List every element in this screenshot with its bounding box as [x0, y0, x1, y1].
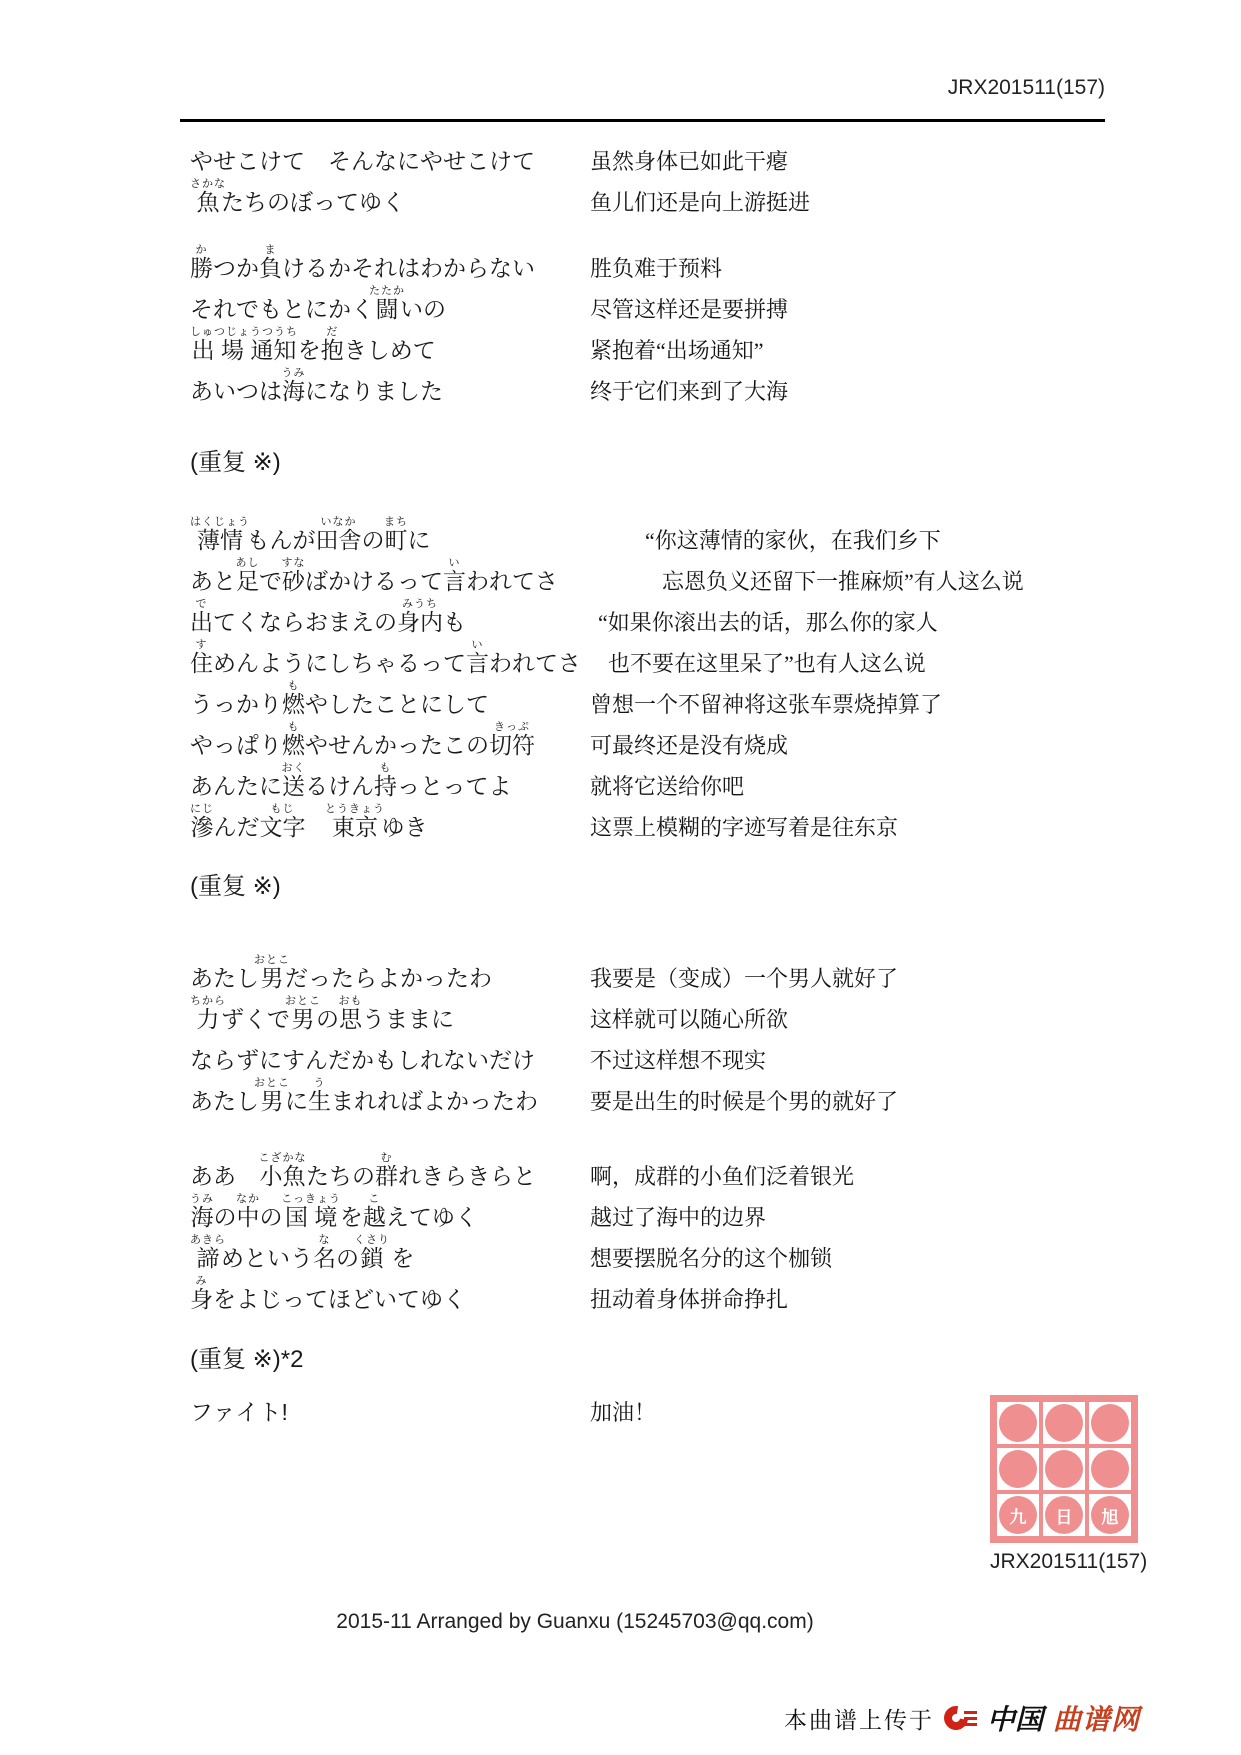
ruby-annotated-text: 東京とうきょう [325, 802, 385, 840]
lyric-line [190, 133, 1140, 174]
ruby-annotated-text: 名な [313, 1233, 336, 1271]
japanese-lyric: 出 場 通知しゅつじょうつうちを抱だきしめて [190, 325, 436, 363]
ruby-annotated-text: 海うみ [190, 1192, 214, 1230]
ruby-annotated-text: 足あし [235, 556, 260, 594]
ruby-annotated-text: 送おく [281, 761, 306, 799]
ruby-annotated-text: 言い [466, 638, 489, 676]
lyric-line [190, 1073, 1140, 1114]
chinese-translation: 尽管这样还是要拼搏 [590, 296, 789, 322]
ruby-annotated-text: 身内みうち [397, 597, 443, 635]
chinese-translation: 这票上模糊的字迹写着是往东京 [590, 814, 899, 840]
ruby-annotated-text: 負ま [259, 243, 282, 281]
chinese-translation: 终于它们来到了大海 [590, 378, 789, 404]
japanese-lyric: ならずにすんだかもしれないだけ [190, 1046, 535, 1073]
ruby-annotated-text: 思おも [338, 994, 363, 1032]
ruby-annotated-text: 鎖くさり [354, 1233, 390, 1271]
japanese-lyric: あいつは海うみになりました [190, 366, 443, 404]
chinese-translation: 紧抱着“出场通知” [590, 337, 764, 363]
site-footer-prefix: 本曲谱上传于 [783, 1706, 934, 1733]
ruby-annotated-text: 諦あきら [190, 1233, 226, 1271]
stamp-circle [1045, 1404, 1083, 1442]
ruby-annotated-text: 群む [375, 1151, 398, 1189]
chinese-translation: 这样就可以随心所欲 [590, 1006, 789, 1032]
repeat-marker: (重复 ※)*2 [190, 1346, 304, 1373]
stanza [190, 950, 1140, 1114]
stamp-cell [1041, 1400, 1087, 1446]
site-brand-red: 曲谱网 [1052, 1705, 1140, 1736]
ruby-annotated-text: 出で [190, 597, 213, 635]
stamp-circle [999, 1404, 1037, 1442]
ruby-annotated-text: 出 場 通知しゅつじょうつうち [190, 325, 298, 363]
ruby-annotated-text: 燃も [282, 679, 305, 717]
ruby-annotated-text: 滲にじ [190, 802, 214, 840]
header-code: JRX201511(157) [947, 76, 1105, 99]
lyric-line [190, 676, 1140, 717]
site-brand-black: 中国 [986, 1705, 1043, 1736]
lyric-line [190, 1230, 1140, 1271]
japanese-lyric: 海うみの中なかの国 境こっきょうを越こえてゆく [190, 1192, 478, 1230]
stamp-cell [1087, 1400, 1133, 1446]
lyric-line [190, 1148, 1140, 1189]
japanese-lyric: 出でてくならおまえの身内みうちも [190, 597, 466, 635]
ruby-annotated-text: 越こ [362, 1192, 386, 1230]
stamp-cell [1041, 1492, 1087, 1538]
lyric-line [190, 553, 1140, 594]
chinese-translation: 就将它送给你吧 [590, 773, 745, 799]
japanese-lyric: 諦あきらめという名なの鎖くさり を [190, 1233, 415, 1271]
japanese-lyric: 身みをよじってほどいてゆく [190, 1274, 466, 1312]
japanese-lyric: あたし男おとこに生うまれればよかったわ [190, 1076, 538, 1114]
japanese-lyric: 勝かつか負まけるかそれはわからない [190, 243, 535, 281]
stamp-cell [1041, 1446, 1087, 1492]
ruby-annotated-text: 小魚こざかな [258, 1151, 307, 1189]
chinese-translation: 也不要在这里呆了”也有人这么说 [608, 650, 926, 676]
lyric-line [190, 950, 1140, 991]
chinese-translation: 想要摆脱名分的这个枷锁 [590, 1245, 833, 1271]
logo-crescent-icon [939, 1701, 972, 1734]
ruby-annotated-text: 町まち [384, 515, 408, 553]
chinese-translation: 胜负难于预料 [590, 255, 723, 281]
ruby-annotated-text: 砂すな [281, 556, 306, 594]
ruby-annotated-text: 生う [308, 1076, 331, 1114]
stamp-circle-char: 日 [1045, 1496, 1083, 1534]
japanese-lyric: あたし男おとこだったらよかったわ [190, 953, 492, 991]
chinese-translation: 啊，成群的小鱼们泛着银光 [590, 1163, 855, 1189]
ruby-annotated-text: 抱だ [320, 325, 344, 363]
lyric-line [190, 322, 1140, 363]
japanese-lyric: やっぱり燃もやせんかったこの切符きっぷ [190, 720, 535, 758]
arranger-credit: 2015-11 Arranged by Guanxu (15245703@qq.com) [336, 1610, 814, 1633]
ruby-annotated-text: 国 境こっきょう [281, 1192, 342, 1230]
chinese-translation: 忘恩负义还留下一推麻烦”有人这么说 [662, 568, 1024, 594]
lyric-line [190, 758, 1140, 799]
publisher-stamp [990, 1395, 1138, 1543]
japanese-lyric: 滲にじんだ文字もじ 東京とうきょうゆき [190, 802, 428, 840]
stamp-circle-char: 九 [999, 1496, 1037, 1534]
lyric-line [190, 1189, 1140, 1230]
lyric-line [190, 281, 1140, 322]
chinese-translation: 越过了海中的边界 [590, 1204, 767, 1230]
lyric-line [190, 174, 1140, 215]
lyric-line [190, 1271, 1140, 1312]
ruby-annotated-text: 魚さかな [190, 177, 226, 215]
stamp-code: JRX201511(157) [990, 1550, 1148, 1573]
lyric-line [190, 363, 1140, 404]
stamp-cell [995, 1492, 1041, 1538]
japanese-lyric: 薄情はくじょうもんが田舎いなかの町まちに [190, 515, 431, 553]
ruby-annotated-text: 男おとこ [254, 953, 290, 991]
stamp-cell [1087, 1492, 1133, 1538]
ruby-annotated-text: 勝か [190, 243, 213, 281]
chinese-translation: 曾想一个不留神将这张车票烧掉算了 [590, 691, 943, 717]
japanese-lyric: 住すめんようにしちゃるって言いわれてさ [190, 638, 581, 676]
lyric-line [190, 717, 1140, 758]
stanza [190, 240, 1140, 404]
ruby-annotated-text: 言い [443, 556, 466, 594]
chinese-translation: 不过这样想不现实 [590, 1047, 767, 1073]
lyrics-section [190, 128, 1140, 1425]
stamp-circle [999, 1450, 1037, 1488]
stanza [190, 1148, 1140, 1312]
chinese-translation: 鱼儿们还是向上游挺进 [590, 189, 811, 215]
ruby-annotated-text: 切符きっぷ [489, 720, 535, 758]
lyric-line [190, 635, 1140, 676]
stanza [190, 512, 1140, 840]
chinese-translation: 加油！ [590, 1399, 657, 1425]
ruby-annotated-text: 力ちから [190, 994, 226, 1032]
lyric-line [190, 799, 1140, 840]
stamp-cell [995, 1446, 1041, 1492]
chinese-translation: 可最终还是没有烧成 [590, 732, 789, 758]
japanese-lyric: あと足あしで砂すなばかけるって言いわれてさ [190, 556, 558, 594]
ruby-annotated-text: 文字もじ [259, 802, 306, 840]
header-divider [180, 119, 1105, 122]
japanese-lyric: それでもとにかく闘たたかいの [190, 284, 446, 322]
chinese-translation: 我要是（变成）一个男人就好了 [590, 965, 899, 991]
stamp-circle [1091, 1404, 1129, 1442]
lyric-line [190, 240, 1140, 281]
ruby-annotated-text: 身み [190, 1274, 213, 1312]
stamp-cell [1087, 1446, 1133, 1492]
ruby-annotated-text: 男おとこ [254, 1076, 290, 1114]
japanese-lyric: ファイト! [190, 1398, 288, 1425]
stamp-circle [1045, 1450, 1083, 1488]
chinese-translation: 要是出生的时候是个男的就好了 [590, 1088, 899, 1114]
japanese-lyric: うっかり燃もやしたことにして [190, 679, 489, 717]
site-footer [0, 1698, 1140, 1738]
lyric-line [190, 1032, 1140, 1073]
japanese-lyric: やせこけて そんなにやせこけて [190, 147, 535, 174]
stanza [190, 133, 1140, 215]
music-site-logo-icon [944, 1706, 977, 1730]
chinese-translation: “如果你滚出去的话，那么你的家人 [598, 609, 938, 635]
ruby-annotated-text: 闘たたか [369, 284, 405, 322]
repeat-marker: (重复 ※) [190, 873, 281, 900]
ruby-annotated-text: 男おとこ [285, 994, 321, 1032]
lyric-line [190, 512, 1140, 553]
ruby-annotated-text: 海うみ [281, 366, 306, 404]
repeat-marker: (重复 ※) [190, 449, 281, 476]
japanese-lyric: 魚さかなたちのぼってゆく [190, 177, 405, 215]
ruby-annotated-text: 薄情はくじょう [190, 515, 250, 553]
stamp-cell [995, 1400, 1041, 1446]
chinese-translation: 虽然身体已如此干瘪 [590, 148, 789, 174]
stamp-circle-char: 旭 [1091, 1496, 1129, 1534]
japanese-lyric: ああ 小魚こざかなたちの群むれきらきらと [190, 1151, 536, 1189]
ruby-annotated-text: 持も [374, 761, 397, 799]
ruby-annotated-text: 田舎いなか [315, 515, 362, 553]
japanese-lyric: 力ちからずくで男おとこの思おもうままに [190, 994, 454, 1032]
japanese-lyric: あんたに送おくるけん持もっとってよ [190, 761, 512, 799]
stamp-circle [1091, 1450, 1129, 1488]
ruby-annotated-text: 燃も [282, 720, 305, 758]
ruby-annotated-text: 住す [190, 638, 213, 676]
lyric-line [190, 594, 1140, 635]
ruby-annotated-text: 中なか [236, 1192, 260, 1230]
chinese-translation: 扭动着身体拼命挣扎 [590, 1286, 789, 1312]
chinese-translation: “你这薄情的家伙，在我们乡下 [645, 527, 941, 553]
lyric-line [190, 991, 1140, 1032]
